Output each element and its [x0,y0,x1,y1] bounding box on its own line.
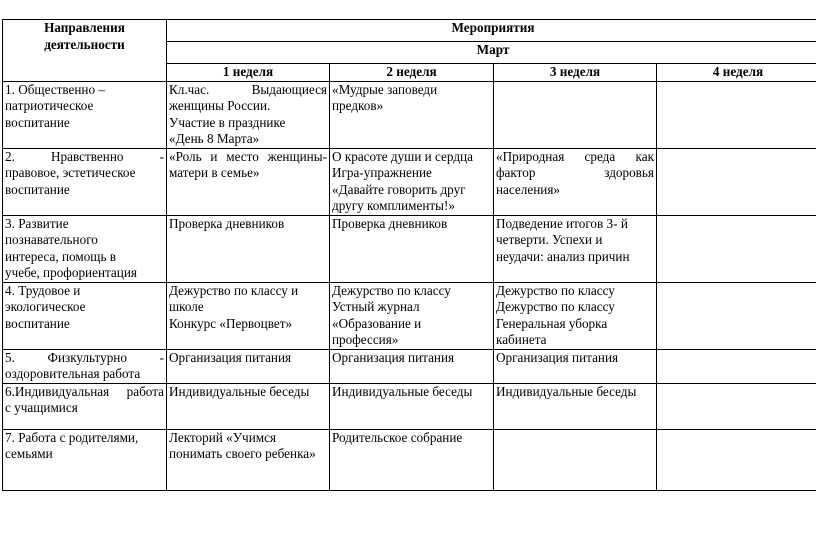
cell-text-line: неудачи: анализ причин [496,248,630,264]
cell-text-line: 5. Физкультурно - [5,349,164,365]
week-2-cell [330,282,494,349]
week-1-cell [167,215,330,282]
week-2-cell [330,349,494,383]
week-1-cell [167,148,330,215]
cell-text-line: Индивидуальные беседы [169,383,310,399]
cell-text-line: четверти. Успехи и [496,232,603,247]
header-direction-line: Направления [44,20,125,35]
cell-text-line: Дежурство по классу и [169,282,299,298]
cell-text-line: профессия» [332,332,399,347]
cell-text-line: предков» [332,98,384,113]
cell-text-line: населения» [496,181,560,197]
cell-text-line: Проверка дневников [332,215,448,231]
week-3-cell [494,429,657,490]
direction-cell [3,215,167,282]
cell-text-line: Участие в празднике [169,114,286,130]
week-4-cell [657,282,816,349]
direction-cell [3,282,167,349]
table-row [3,215,816,282]
table-row [3,429,816,490]
header-direction-line: деятельности [44,36,125,52]
header-week-3: 3 неделя [494,64,657,82]
direction-cell [3,429,167,490]
header-events-cell: Мероприятия [167,20,816,42]
cell-text-line: «День 8 Марта» [169,131,260,146]
week-2-cell [330,383,494,429]
table-row [3,349,816,383]
cell-text-line: Лекторий «Учимся [169,429,277,445]
cell-text-line: Проверка дневников [169,215,285,231]
cell-text-line: «Давайте говорить друг [332,181,466,197]
week-1-cell [167,349,330,383]
week-3-cell [494,282,657,349]
cell-text-line: Генеральная уборка [496,315,608,331]
cell-text-line: Организация питания [169,349,292,365]
cell-text-line: «Природная среда как [496,148,654,164]
cell-text-line: матери в семье» [169,165,260,180]
table-row [3,81,816,148]
cell-text-line: Дежурство по классу [496,282,615,298]
cell-text-line: воспитание [5,114,70,130]
header-week-1: 1 неделя [167,64,330,82]
cell-text-line: женщины России. [169,98,271,113]
cell-text-line: Индивидуальные беседы [332,383,473,399]
cell-text-line: 7. Работа с родителями, [5,429,139,445]
cell-text-line: школе [169,299,204,314]
week-3-cell [494,383,657,429]
cell-text-line: воспитание [5,315,70,331]
cell-text-line: интереса, помощь в [5,248,116,264]
table-row [3,383,816,429]
cell-text-line: 1. Общественно – [5,81,105,97]
week-3-cell [494,81,657,148]
cell-text-line: О красоте души и сердца [332,148,473,164]
week-3-cell [494,349,657,383]
cell-text-line: патриотическое [5,98,94,113]
week-4-cell [657,215,816,282]
cell-text-line: 3. Развитие [5,215,69,231]
cell-text-line: экологическое [5,299,86,314]
direction-cell [3,148,167,215]
cell-text-line: 2. Нравственно - [5,148,164,164]
header-week-4: 4 неделя [657,64,816,82]
week-1-cell [167,429,330,490]
week-3-cell [494,148,657,215]
cell-text-line: Игра-упражнение [332,165,432,180]
week-1-cell [167,282,330,349]
week-4-cell [657,383,816,429]
cell-text-line: оздоровительная работа [5,366,141,381]
week-2-cell [330,148,494,215]
cell-text-line: Дежурство по классу [496,299,615,314]
week-4-cell [657,349,816,383]
table-row [3,148,816,215]
cell-text-line: Организация питания [496,349,619,365]
cell-text-line: другу комплименты!» [332,198,456,213]
week-4-cell [657,81,816,148]
cell-text-line: с учащимися [5,400,78,415]
week-2-cell [330,215,494,282]
week-2-cell [330,429,494,490]
cell-text-line: Индивидуальные беседы [496,383,637,399]
week-4-cell [657,429,816,490]
cell-text-line: понимать своего ребенка» [169,446,316,461]
direction-cell [3,383,167,429]
cell-text-line: учебе, профориентация [5,265,137,280]
cell-text-line: семьями [5,446,53,461]
cell-text-line: «Роль и место женщины- [169,148,327,164]
cell-text-line: Дежурство по классу [332,282,451,298]
header-week-2: 2 неделя [330,64,494,82]
cell-text-line: кабинета [496,332,547,347]
week-3-cell [494,215,657,282]
cell-text-line: Устный журнал [332,299,420,314]
table-body [3,81,816,490]
cell-text-line: «Мудрые заповеди [332,81,438,97]
header-month-cell: Март [167,42,816,64]
table-row [3,282,816,349]
cell-text-line: познавательного [5,232,98,247]
direction-cell [3,349,167,383]
cell-text-line: фактор здоровья [496,165,654,180]
cell-text-line: Кл.час. Выдающиеся [169,81,327,97]
cell-text-line: Подведение итогов 3- й [496,215,628,231]
cell-text-line: воспитание [5,181,70,197]
cell-text-line: Родительское собрание [332,429,463,445]
week-1-cell [167,383,330,429]
activity-plan-table [2,19,816,491]
cell-text-line: правовое, эстетическое [5,165,136,180]
cell-text-line: 4. Трудовое и [5,282,81,298]
cell-text-line: Организация питания [332,349,455,365]
header-direction-cell [3,20,167,82]
week-4-cell [657,148,816,215]
cell-text-line: «Образование и [332,315,422,331]
direction-cell [3,81,167,148]
header-row-events [3,20,816,42]
cell-text-line: 6.Индивидуальная работа [5,383,164,399]
week-1-cell [167,81,330,148]
cell-text-line: Конкурс «Первоцвет» [169,315,293,331]
week-2-cell [330,81,494,148]
